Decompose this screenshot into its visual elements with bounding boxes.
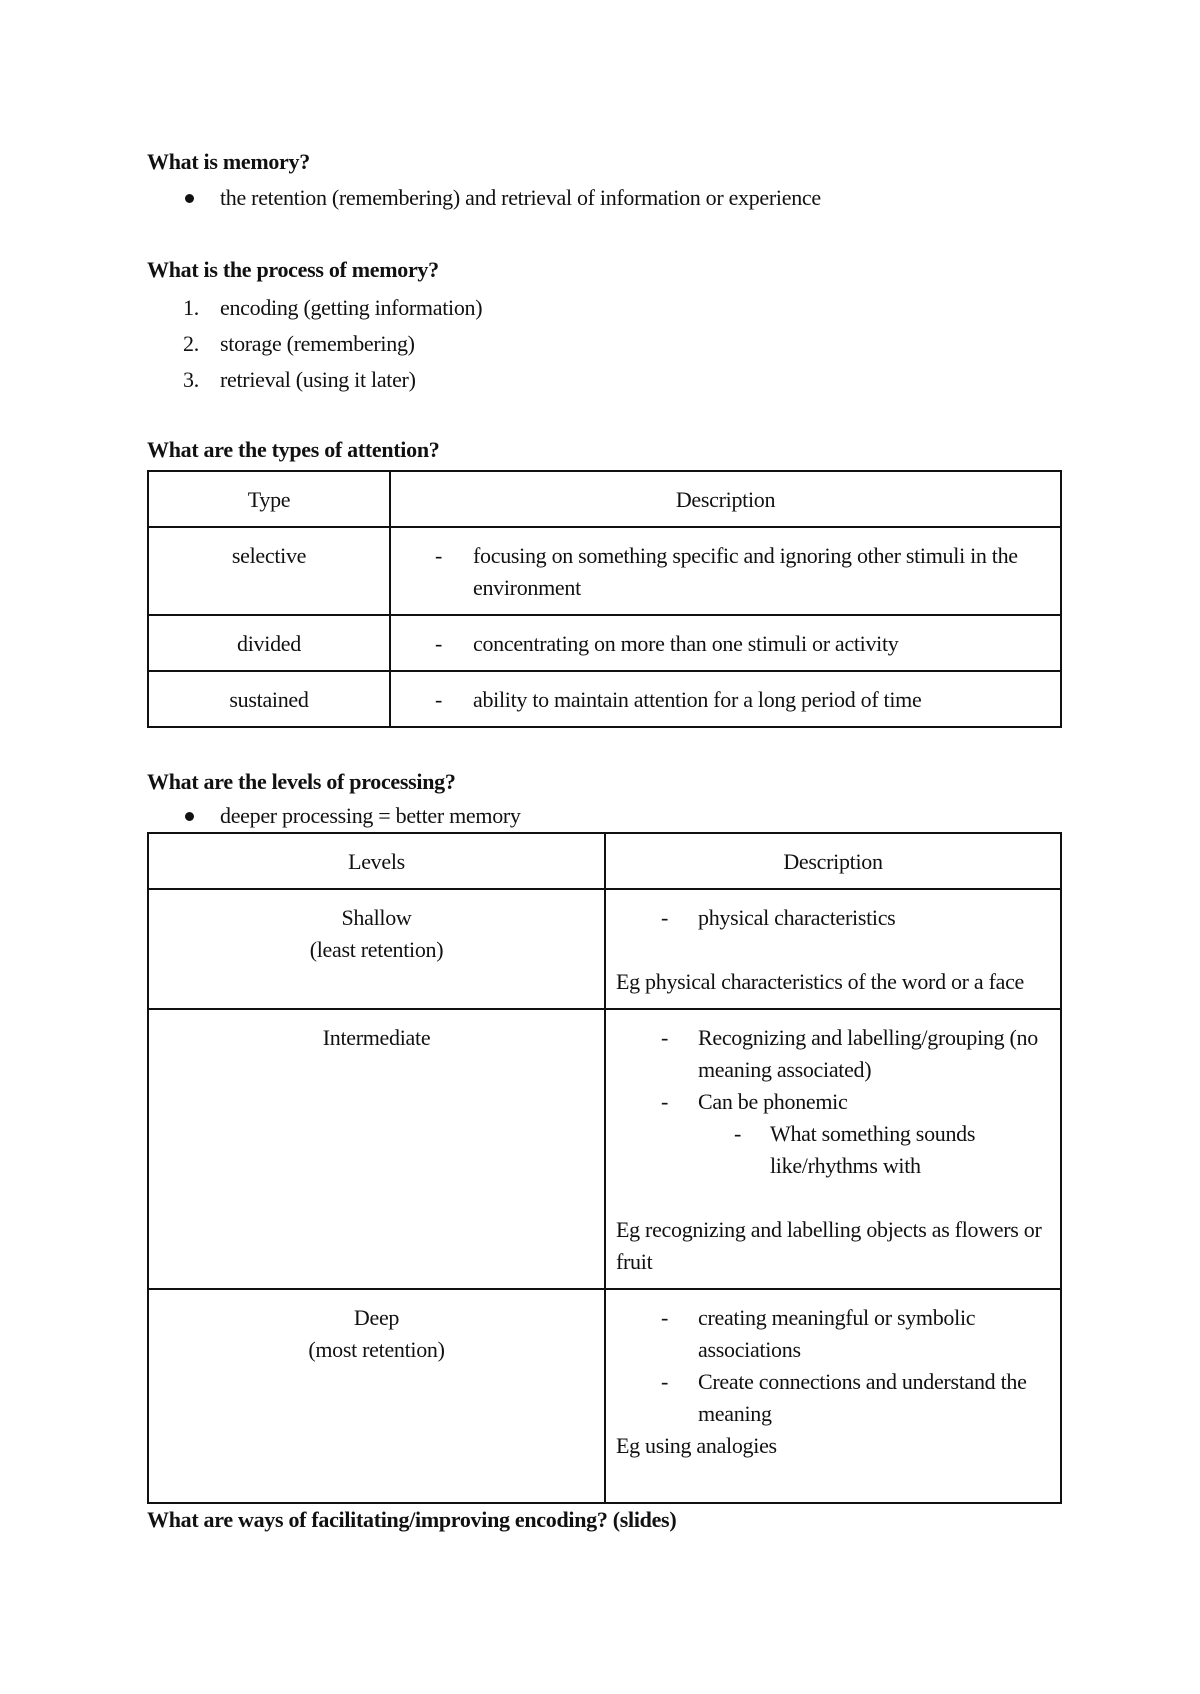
bullet-icon: [185, 812, 194, 821]
levels-note-list: [147, 800, 1062, 832]
list-item: 1. encoding (getting information): [183, 295, 483, 320]
table-row: [148, 671, 1061, 727]
level-name: Shallow: [341, 905, 412, 930]
table-row: [148, 527, 1061, 615]
levels-of-processing-table: [147, 832, 1062, 1504]
type-cell: sustained: [148, 671, 390, 727]
table-row: [148, 615, 1061, 671]
memory-process-list: [147, 290, 1062, 398]
type-cell: selective: [148, 527, 390, 615]
type-cell: divided: [148, 615, 390, 671]
list-item: - physical characteristics: [661, 905, 896, 930]
description-cell: - ability to maintain attention for a long period of time: [390, 671, 1061, 727]
list-item: - Create connections and understand the meaning: [661, 1369, 1027, 1426]
description-cell: [605, 1289, 1061, 1503]
list-item: deeper processing = better memory: [147, 800, 1062, 832]
heading-levels-of-processing: What are the levels of processing?: [147, 769, 456, 794]
level-note: (most retention): [308, 1337, 445, 1362]
heading-what-is-memory: What is memory?: [147, 149, 310, 174]
heading-improving-encoding: What are ways of facilitating/improving encoding? (slides): [147, 1507, 677, 1532]
bullet-icon: [185, 194, 194, 203]
memory-definition-list: [147, 182, 1062, 214]
table-row: [148, 1289, 1061, 1503]
list-item: - creating meaningful or symbolic associations: [661, 1305, 976, 1362]
example-text: Eg physical characteristics of the word or a face: [616, 969, 1024, 994]
level-cell: [148, 1289, 605, 1503]
column-header: Description: [390, 471, 1061, 527]
level-cell: [148, 889, 605, 1009]
level-note: (least retention): [309, 937, 444, 962]
column-header: Levels: [148, 833, 605, 889]
column-header: Type: [148, 471, 390, 527]
level-cell: [148, 1009, 605, 1289]
table-header-row: [148, 833, 1061, 889]
list-item: 3. retrieval (using it later): [183, 367, 416, 392]
heading-types-of-attention: What are the types of attention?: [147, 437, 440, 462]
list-item: - Recognizing and labelling/grouping (no meaning associated): [661, 1025, 1038, 1082]
table-row: [148, 889, 1061, 1009]
list-item: the retention (remembering) and retrieval of information or experience: [147, 182, 1062, 214]
description-cell: [605, 1009, 1061, 1289]
example-text: Eg recognizing and labelling objects as flowers or fruit: [616, 1217, 1042, 1274]
sub-list-item: - What something sounds like/rhythms with: [734, 1121, 976, 1178]
list-item: - Can be phonemic: [661, 1089, 848, 1114]
document-content: [147, 146, 1062, 1536]
level-name: Deep: [353, 1305, 400, 1330]
table-header-row: [148, 471, 1061, 527]
list-item: 2. storage (remembering): [183, 331, 415, 356]
description-cell: - concentrating on more than one stimuli or activity: [390, 615, 1061, 671]
level-name: Intermediate: [322, 1025, 431, 1050]
column-header: Description: [605, 833, 1061, 889]
heading-process-of-memory: What is the process of memory?: [147, 257, 439, 282]
description-cell: [605, 889, 1061, 1009]
description-cell: - focusing on something specific and ignoring other stimuli in the environment: [390, 527, 1061, 615]
example-text: Eg using analogies: [616, 1433, 777, 1458]
attention-types-table: [147, 470, 1062, 728]
table-row: [148, 1009, 1061, 1289]
